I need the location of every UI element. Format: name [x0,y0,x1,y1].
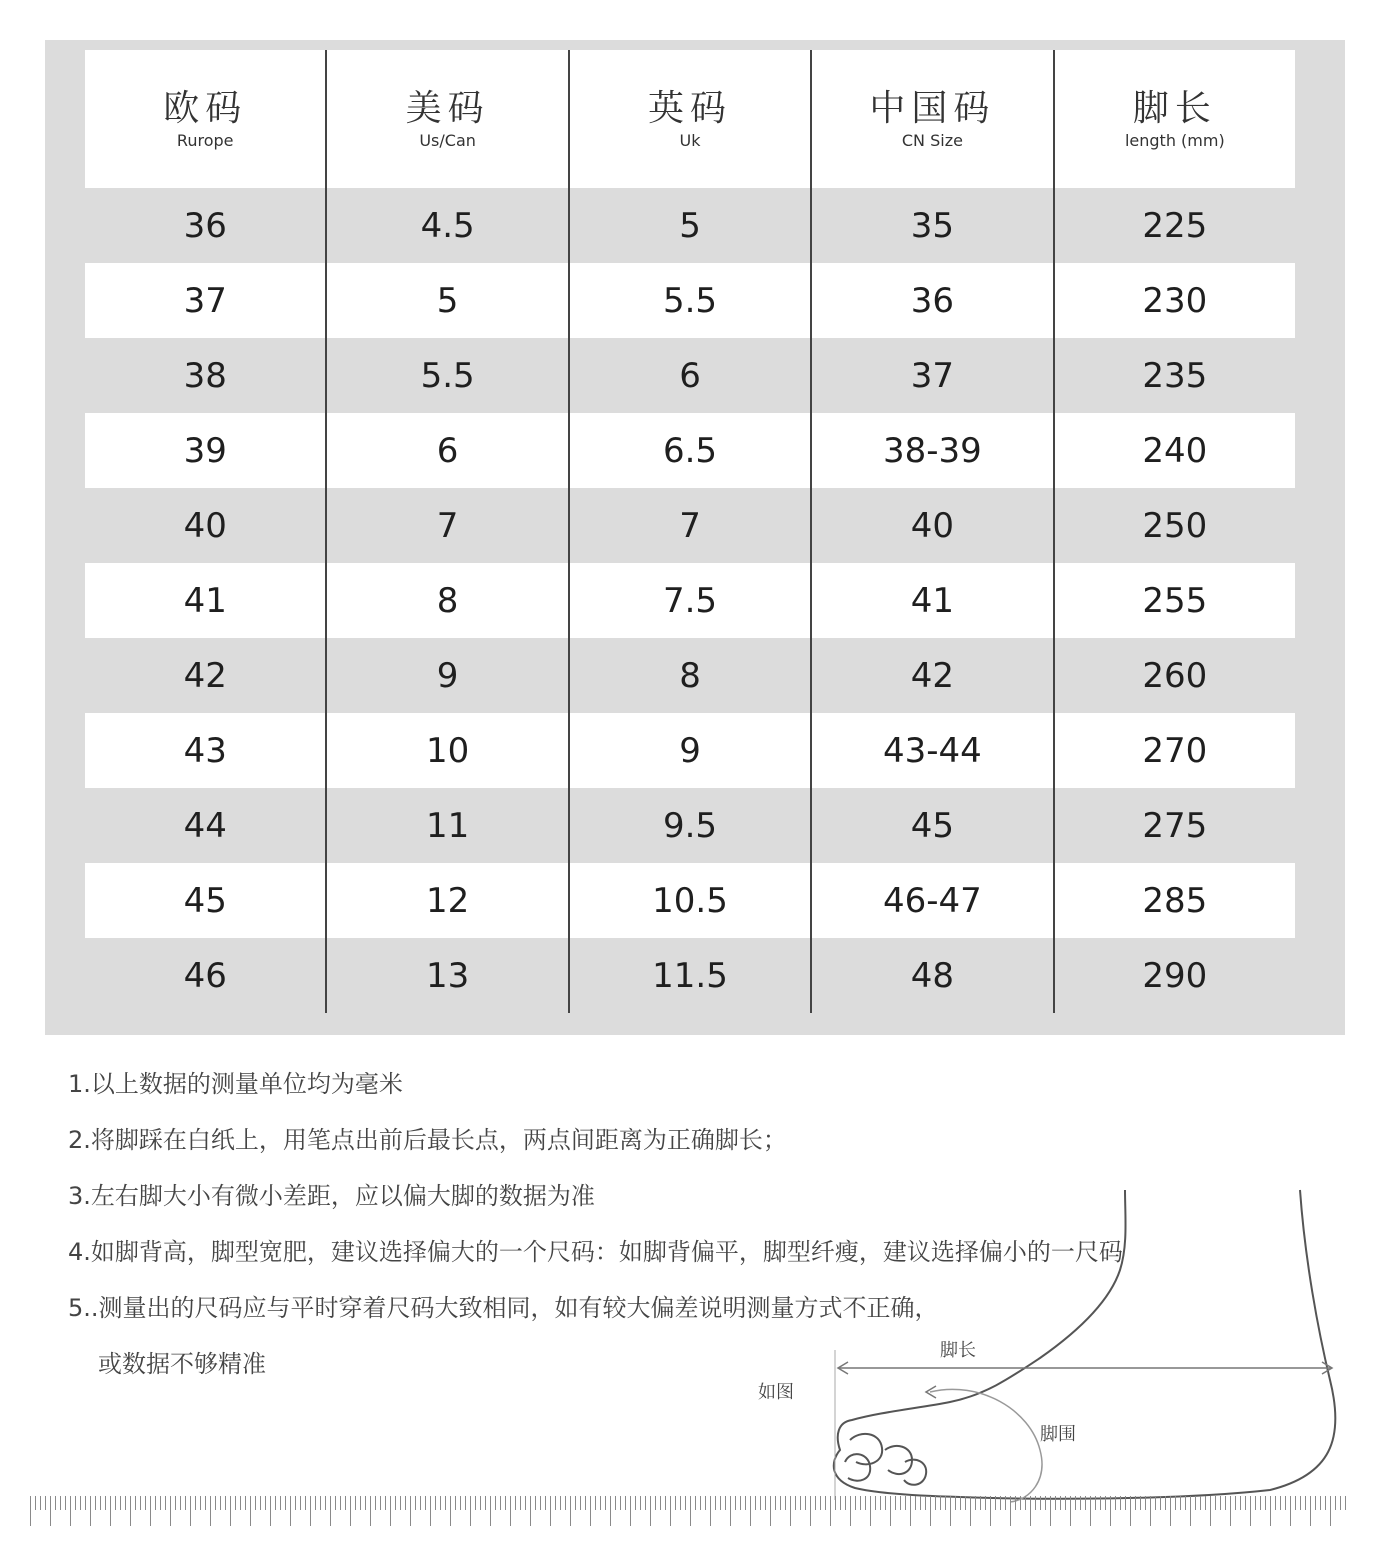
cell-value: 10.5 [652,880,728,921]
toe-1 [850,1434,882,1464]
cell-value: 41 [183,580,227,621]
note-5-continued: 或数据不够精准 [98,1350,266,1378]
cell-value: 45 [183,880,227,921]
header-uk-cn: 英码 [648,87,733,129]
cell-value: 9.5 [662,805,718,846]
cell-value: 225 [1142,205,1208,246]
label-length: 脚长 [940,1340,976,1361]
header-eu-en: Rurope [176,130,234,150]
cell-value: 8 [436,580,459,621]
header-us-en: Us/Can [419,130,476,150]
header-length-cn: 脚长 [1132,87,1217,129]
cell-value: 36 [910,280,955,321]
cell-value: 240 [1142,430,1208,471]
cell-value: 275 [1142,805,1208,846]
cell-value: 9 [436,655,459,696]
cell-value: 230 [1142,280,1208,321]
header-uk-en: Uk [679,130,701,150]
note-2: 2.将脚踩在白纸上，用笔点出前后最长点，两点间距离为正确脚长； [68,1126,787,1154]
cell-value: 9 [679,730,701,771]
cell-value: 40 [910,505,955,546]
cell-value: 5 [436,280,459,321]
cell-value: 37 [183,280,227,321]
cell-value: 4.5 [420,205,475,246]
cell-value: 6.5 [662,430,718,471]
cell-value: 5.5 [662,280,718,321]
toe-2 [845,1454,870,1481]
note-1: 1.以上数据的测量单位均为毫米 [68,1070,403,1098]
cell-value: 46-47 [883,880,982,921]
cell-value: 40 [183,505,227,546]
cell-value: 5.5 [420,355,475,396]
cell-value: 6 [436,430,459,471]
cell-value: 11.5 [652,955,728,996]
note-5: 5..测量出的尺码应与平时穿着尺码大致相同，如有较大偏差说明测量方式不正确， [68,1294,939,1322]
label-as-shown: 如图 [758,1382,794,1403]
cell-value: 260 [1142,655,1208,696]
cell-value: 44 [183,805,227,846]
cell-value: 38 [183,355,227,396]
cell-value: 36 [183,205,227,246]
header-eu-cn: 欧码 [163,87,248,129]
cell-value: 46 [183,955,227,996]
cell-value: 13 [425,955,470,996]
note-3: 3.左右脚大小有微小差距，应以偏大脚的数据为准 [68,1182,595,1210]
ruler [30,1496,1350,1526]
header-length-en: length (mm) [1124,130,1225,150]
cell-value: 45 [910,805,955,846]
cell-value: 235 [1142,355,1208,396]
cell-value: 43-44 [883,730,982,771]
cell-value: 39 [183,430,227,471]
cell-value: 38-39 [883,430,982,471]
label-girth: 脚围 [1040,1424,1076,1445]
cell-value: 43 [183,730,227,771]
header-us-cn: 美码 [405,87,490,129]
cell-value: 270 [1142,730,1208,771]
cell-value: 35 [910,205,955,246]
cell-value: 290 [1142,955,1208,996]
cell-value: 42 [910,655,955,696]
cell-value: 48 [910,955,955,996]
cell-value: 12 [425,880,470,921]
girth-line [930,1389,1042,1502]
cell-value: 10 [425,730,470,771]
cell-value: 7.5 [662,580,718,621]
cell-value: 255 [1142,580,1208,621]
cell-value: 5 [679,205,701,246]
cell-value: 37 [910,355,955,396]
note-4: 4.如脚背高，脚型宽肥，建议选择偏大的一个尺码：如脚背偏平，脚型纤瘦，建议选择偏小的一尺码 [68,1238,1123,1266]
cell-value: 41 [910,580,955,621]
cell-value: 8 [679,655,701,696]
cell-value: 285 [1142,880,1208,921]
cell-value: 42 [183,655,227,696]
header-cn-cn: 中国码 [869,87,996,129]
cell-value: 7 [679,505,701,546]
cell-value: 6 [679,355,701,396]
header-cn-en: CN Size [901,130,963,150]
cell-value: 7 [436,505,459,546]
cell-value: 250 [1142,505,1208,546]
cell-value: 11 [425,805,470,846]
